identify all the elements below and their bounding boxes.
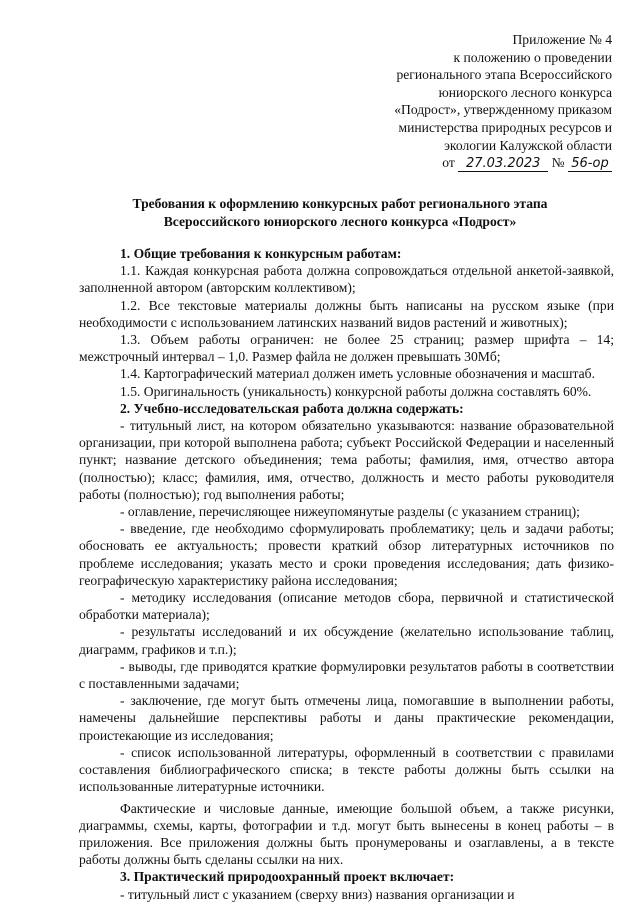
- section-heading: 2. Учебно-исследовательская работа должна содержать:: [120, 400, 464, 416]
- list-item: - титульный лист, на котором обязательно указываются: название образовательной организации, при которой выполнена работа; субъект Российской Федерации и населенный пункт; название детского объединения; тема работы; фамилия, имя, отчество автора (полностью); класс; фамилия, имя, отчество, должность и место работы руководителя работы (полностью); год выполнения работы;: [79, 418, 614, 502]
- number-prefix: №: [551, 155, 565, 171]
- list-item: - титульный лист с указанием (сверху вниз) названия организации и: [120, 886, 515, 902]
- list-item: - оглавление, перечисляющее нижеупомянутые разделы (с указанием страниц);: [120, 504, 580, 520]
- list-item: - заключение, где могут быть отмечены лица, помогавшие в выполнении работы, намечены дальнейшие перспективы работы и даны практические рекомендации, проистекающие из исследования;: [79, 693, 614, 743]
- section-heading: 1. Общие требования к конкурсным работам:: [120, 246, 402, 261]
- paragraph: 1.2. Все текстовые материалы должны быть написаны на русском языке (при необходимости с использованием латинских названий видов растений и животных);: [79, 297, 614, 330]
- paragraph: 1.1. Каждая конкурсная работа должна сопровождаться отдельной анкетой-заявкой, заполненной автором (авторским коллективом);: [79, 263, 614, 296]
- paragraph: 1.4. Картографический материал должен иметь условные обозначения и масштаб.: [120, 366, 595, 382]
- handwritten-order-number: 56-ор: [568, 157, 612, 172]
- handwritten-date: 27.03.2023: [458, 157, 548, 172]
- list-item: - выводы, где приводятся краткие формулировки результатов работы в соответствии с поставленными задачами;: [79, 658, 614, 692]
- title-line: Требования к оформлению конкурсных работ регионального этапа: [132, 196, 548, 211]
- appendix-line: министерства природных ресурсов и: [398, 119, 612, 135]
- list-item: - методику исследования (описание методов сбора, первичной и статистической обработки материала);: [79, 590, 614, 623]
- appendix-line: регионального этапа Всероссийского: [396, 67, 612, 83]
- list-item: - результаты исследований и их обсуждение (желательно использование таблиц, диаграмм, графиков и т.п.);: [79, 624, 614, 657]
- title-line: Всероссийского юниорского лесного конкурса «Подрост»: [163, 214, 517, 229]
- appendix-line: Приложение № 4: [512, 32, 612, 47]
- document-body: [79, 245, 614, 903]
- list-item: - список использованной литературы, оформленный в соответствии с правилами составления библиографического списка; в тексте работы должны быть ссылки на использованные литературные источники.: [79, 744, 614, 795]
- appendix-line: «Подрост», утвержденному приказом: [394, 102, 612, 118]
- paragraph: 1.3. Объем работы ограничен: не более 25 страниц; размер шрифта – 14; межстрочный интервал – 1,0. Размер файла не должен превышать 30Мб;: [79, 332, 614, 365]
- date-prefix: от: [442, 155, 455, 171]
- appendix-header: [376, 31, 612, 172]
- section-heading: 3. Практический природоохранный проект включает:: [120, 869, 455, 885]
- document-title: [80, 195, 600, 231]
- order-date-line: [376, 154, 612, 172]
- appendix-line: к положению о проведении: [453, 49, 612, 65]
- appendix-line: экологии Калужской области: [444, 137, 612, 153]
- list-item: - введение, где необходимо сформулировать проблематику; цель и задачи работы; обосновать ее актуальность; провести краткий обзор литературных источников по проблеме исследования; указать место и сроки проведения исследования; дать физико-географическую характеристику района исследования;: [79, 521, 614, 588]
- paragraph: Фактические и числовые данные, имеющие большой объем, а также рисунки, диаграммы, схемы, карты, фотографии и т.д. могут быть вынесены в конец работы – в приложения. Все приложения должны быть пронумерованы и озаглавлены, а в тексте работы должны быть сделаны ссылки на них.: [79, 800, 614, 868]
- paragraph: 1.5. Оригинальность (уникальность) конкурсной работы должна составлять 60%.: [120, 383, 592, 399]
- appendix-line: юниорского лесного конкурса: [438, 84, 612, 100]
